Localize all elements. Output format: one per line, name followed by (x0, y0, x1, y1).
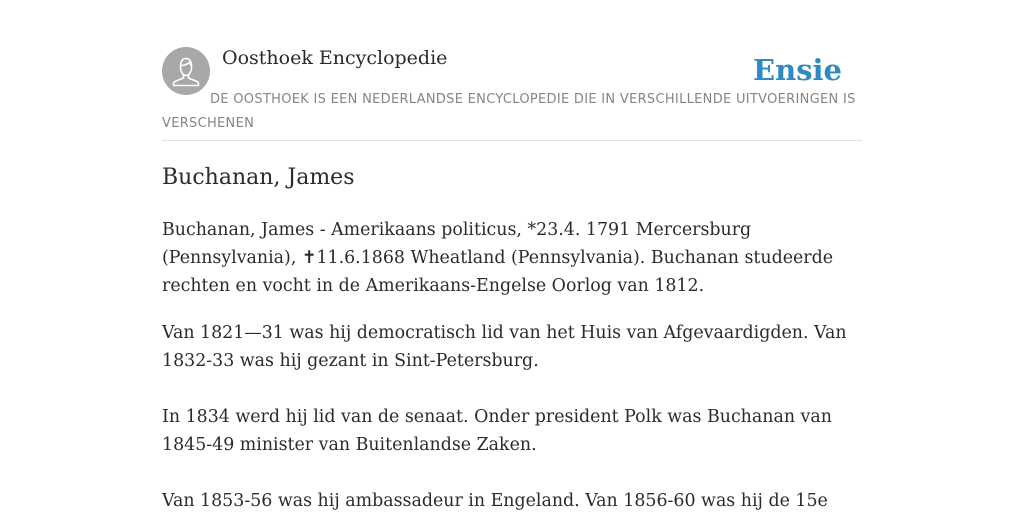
brand-logo-link[interactable]: Ensie (753, 53, 842, 87)
site-tagline: DE OOSTHOEK IS EEN NEDERLANDSE ENCYCLOPEDIE DIE IN VERSCHILLENDE UITVOERINGEN IS VERSCHENEN (162, 92, 856, 131)
article-paragraph-1: Buchanan, James - Amerikaans politicus, *23.4. 1791 Mercersburg (Pennsylvania), ✝11.6.1868 Wheatland (Pennsylvania). Buchanan studeerde rechten en vocht in de Amerikaans-Engelse Oorlog van 1812. (162, 220, 834, 296)
site-header (162, 46, 862, 141)
article-paragraph-4: Van 1853-56 was hij ambassadeur in Engeland. Van 1856-60 was hij de 15e (162, 491, 828, 511)
article-title: Buchanan, James (162, 165, 355, 190)
article-paragraph-3: In 1834 werd hij lid van de senaat. Onder president Polk was Buchanan van 1845-49 minister van Buitenlandse Zaken. (162, 407, 832, 455)
article-paragraph-2: Van 1821—31 was hij democratisch lid van het Huis van Afgevaardigden. Van 1832-33 was hij gezant in Sint-Petersburg. (162, 323, 847, 371)
site-name-link[interactable]: Oosthoek Encyclopedie (222, 47, 448, 69)
